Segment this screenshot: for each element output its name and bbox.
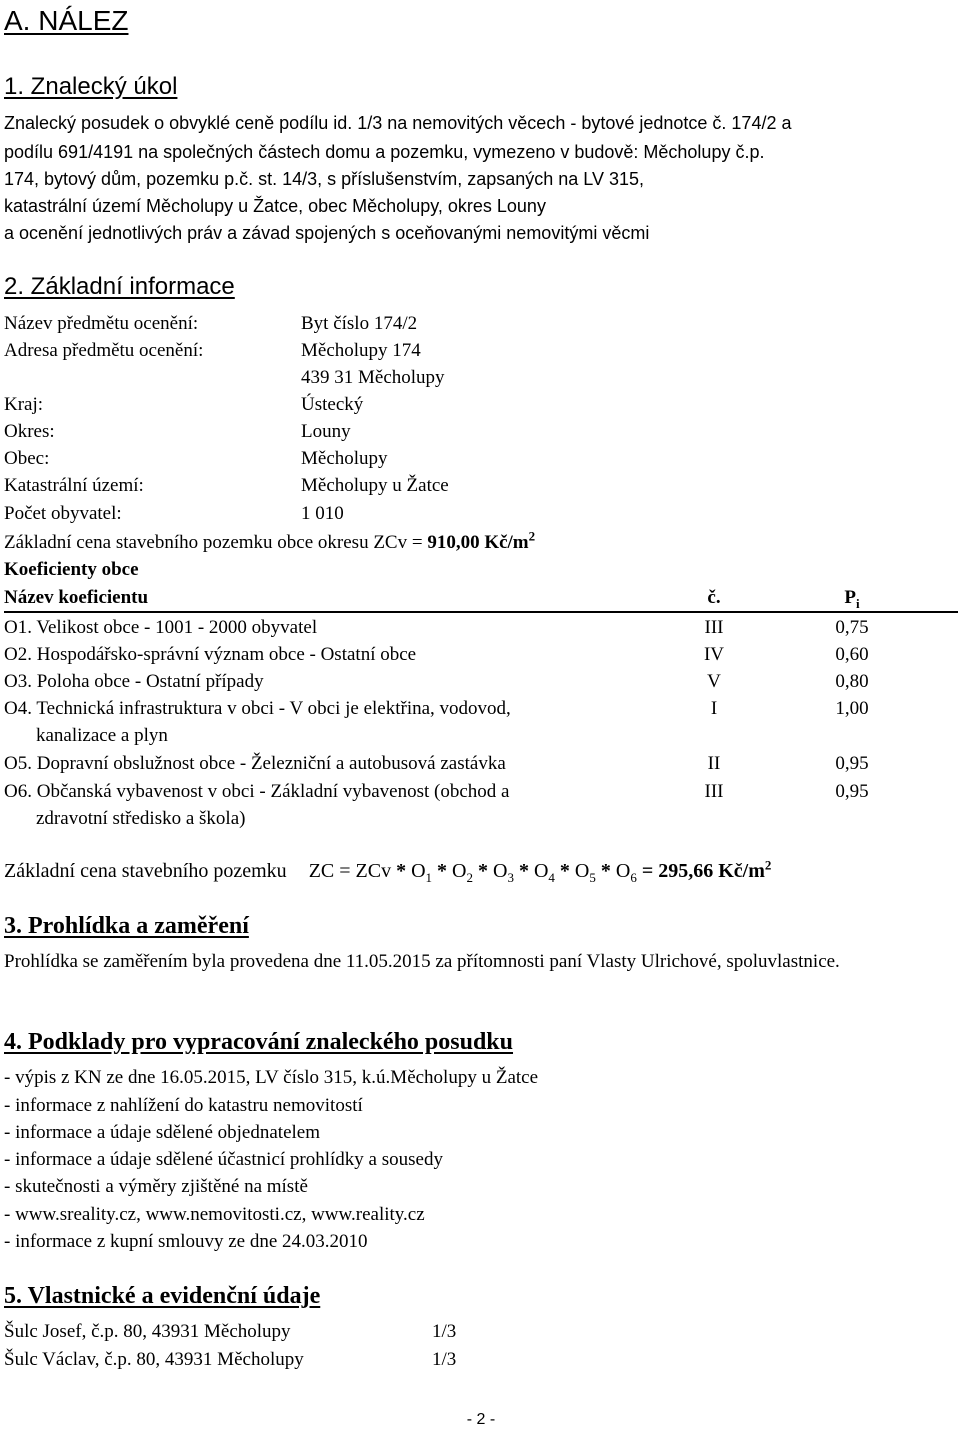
header-p: $P_i$: [844, 587, 860, 611]
sec3-text: Prohlídka se zaměřením byla provedena dne 11.05.2015 za přítomnosti paní Vlasty Ulrichové, spoluvlastnice.: [4, 951, 840, 972]
owner-row: Šulc Josef, č.p. 80, 43931 Měcholupy 1/3: [4, 1321, 457, 1342]
field-label-population: Počet obyvatel:: [4, 503, 122, 524]
field-value-address: Měcholupy 174: [301, 340, 421, 361]
field-value-cadastral: Měcholupy u Žatce: [301, 475, 449, 496]
zc-result: 295,66 Kč/m: [658, 860, 765, 882]
section-3-title: 3. Prohlídka a zaměření: [4, 913, 249, 939]
header-c: č.: [707, 587, 721, 608]
list-item: - informace a údaje sdělené účastnicí prohlídky a sousedy: [4, 1149, 443, 1170]
list-item: - informace a údaje sdělené objednatelem: [4, 1122, 320, 1143]
zcv-text: Základní cena stavebního pozemku obce okresu ZCv =: [4, 532, 428, 553]
section-2-title: 2. Základní informace: [4, 273, 235, 300]
field-value-address-2: 439 31 Měcholupy: [301, 367, 445, 388]
sec1-line-1: Znalecký posudek o obvyklé ceně podílu id. 1/3 na nemovitých věcech - bytové jednotce č. 174/2 a: [4, 113, 792, 133]
field-label-subject: Název předmětu ocenění:: [4, 313, 199, 334]
list-item: - skutečnosti a výměry zjištěné na místě: [4, 1176, 308, 1197]
sec1-line-2: podílu 691/4191 na společných částech domu a pozemku, vymezeno v budově: Měcholupy č.p.: [4, 142, 765, 162]
field-value-district: Louny: [301, 421, 351, 442]
section-5-title: 5. Vlastnické a evidenční údaje: [4, 1283, 321, 1309]
section-4-title: 4. Podklady pro vypracování znaleckého posudku: [4, 1029, 514, 1055]
field-value-region: Ústecký: [301, 394, 364, 415]
list-item: - výpis z KN ze dne 16.05.2015, LV číslo 315, k.ú.Měcholupy u Žatce: [4, 1067, 539, 1088]
page-number: - 2 -: [466, 1411, 496, 1428]
field-value-municipality: Měcholupy: [301, 448, 388, 469]
field-label-district: Okres:: [4, 421, 55, 442]
section-1-title: 1. Znalecký úkol: [4, 73, 178, 100]
coefficients-table-header: [4, 584, 958, 613]
sec1-line-3: 174, bytový dům, pozemku p.č. st. 14/3, s příslušenstvím, zapsaných na LV 315,: [4, 169, 644, 189]
sec1-line-5: a ocenění jednotlivých práv a závad spojených s oceňovanými nemovitými věcmi: [4, 223, 650, 243]
coefficients-title: Koeficienty obce: [4, 559, 139, 580]
zc-formula: ZC = ZCv: [308, 860, 392, 882]
field-value-population: 1 010: [301, 503, 344, 524]
sec1-line-4: katastrální území Měcholupy u Žatce, obec Měcholupy, okres Louny: [4, 196, 546, 216]
field-label-address: Adresa předmětu ocenění:: [4, 340, 204, 361]
field-label-municipality: Obec:: [4, 448, 50, 469]
field-value-subject: Byt číslo 174/2: [301, 313, 418, 334]
list-item: - informace z kupní smlouvy ze dne 24.03.2010: [4, 1231, 368, 1252]
header-name: Název koeficientu: [4, 587, 149, 608]
zc-result-sup: 2: [764, 857, 772, 873]
zc-formula-line: Základní cena stavebního pozemku ZC = ZCv * $O_1 * O_2 * O_3 * O_4 * O_5 * O_6 = 295,66$ $Kč/m^2$: [4, 857, 772, 885]
page-heading: A. NÁLEZ: [4, 5, 129, 36]
zcv-line: [4, 529, 535, 556]
field-label-cadastral: Katastrální území:: [4, 475, 144, 496]
owner-row: Šulc Václav, č.p. 80, 43931 Měcholupy 1/3: [4, 1349, 457, 1370]
list-item: - www.sreality.cz, www.nemovitosti.cz, www.reality.cz: [4, 1204, 425, 1225]
zcv-sup: 2: [528, 528, 536, 544]
zc-label: Základní cena stavebního pozemku: [4, 860, 287, 882]
list-item: - informace z nahlížení do katastru nemovitostí: [4, 1095, 363, 1116]
zcv-value: 910,00 Kč/m: [427, 532, 529, 553]
field-label-region: Kraj:: [4, 394, 44, 415]
